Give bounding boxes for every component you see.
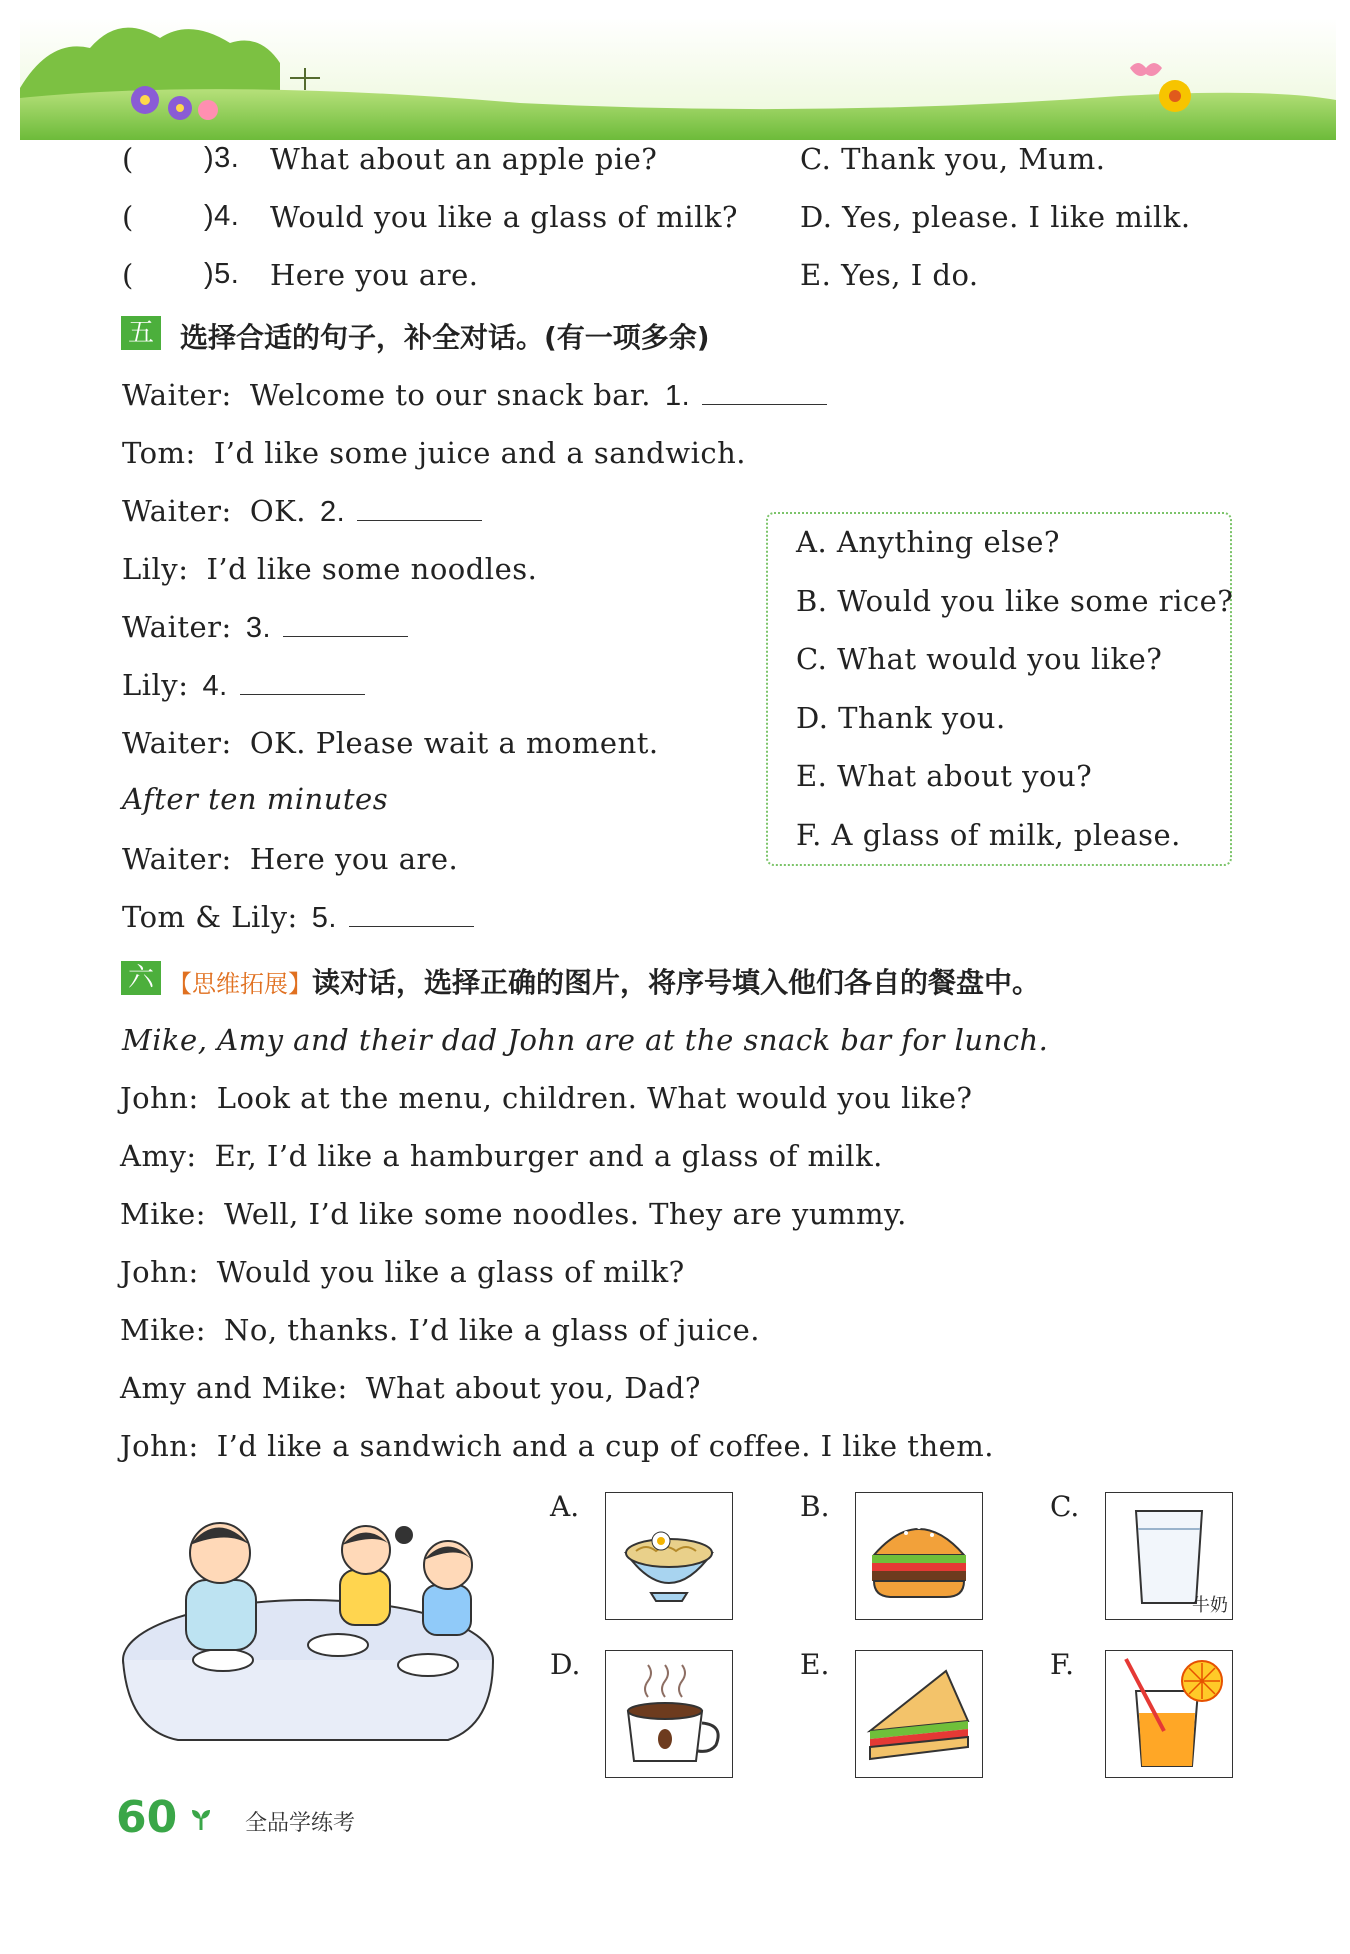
dialogue-text: Er, I’d like a hamburger and a glass of milk. — [214, 1139, 883, 1173]
option-item: D. Thank you. — [796, 700, 1006, 735]
answer-blank[interactable] — [240, 672, 365, 695]
dialogue-line — [122, 610, 408, 645]
picture-option[interactable] — [1105, 1492, 1233, 1620]
dialogue-text: Well, I’d like some noodles. They are yummy. — [223, 1197, 907, 1231]
match-answer: C. Thank you, Mum. — [800, 142, 1106, 176]
thinking-tag: 【思维拓展】 — [168, 970, 312, 998]
blank-number: 1. — [664, 380, 691, 412]
dialogue-text: Look at the menu, children. What would you like? — [216, 1081, 973, 1115]
speaker: Amy and Mike: — [120, 1371, 348, 1405]
dialogue-text: Would you like a glass of milk? — [216, 1255, 685, 1289]
picture-label: B. — [800, 1490, 830, 1523]
speaker: John: — [120, 1081, 199, 1115]
picture-option[interactable] — [605, 1492, 733, 1620]
picture-option[interactable] — [605, 1650, 733, 1778]
option-item: E. What about you? — [796, 759, 1093, 793]
blank-number: 4. — [202, 670, 228, 702]
dialogue-line — [122, 726, 659, 760]
speaker: Waiter: — [122, 726, 232, 760]
match-item-number: )5. — [204, 258, 240, 290]
speaker: Tom: — [122, 436, 196, 470]
dialogue-text: No, thanks. I’d like a glass of juice. — [223, 1313, 760, 1347]
dialogue-text: I’d like a sandwich and a cup of coffee. I like them. — [216, 1429, 995, 1463]
page-number: 60 — [116, 1792, 178, 1843]
match-answer: E. Yes, I do. — [800, 258, 979, 292]
dialogue-line — [120, 1197, 907, 1231]
speaker: Mike: — [120, 1313, 206, 1347]
match-answer: D. Yes, please. I like milk. — [800, 200, 1191, 234]
dialogue-line — [120, 1313, 760, 1347]
match-paren: ( — [122, 200, 134, 234]
match-item-number: )4. — [204, 200, 240, 232]
speaker: Tom & Lily: — [122, 900, 298, 934]
hamburger-icon — [856, 1493, 982, 1619]
dialogue-line — [120, 1255, 685, 1289]
answer-blank[interactable] — [357, 498, 482, 521]
section-6-badge: 六 — [121, 961, 161, 995]
match-question: Would you like a glass of milk? — [270, 200, 738, 234]
dialogue-text: What about you, Dad? — [365, 1371, 701, 1405]
picture-label: D. — [550, 1648, 581, 1681]
dialogue-line — [122, 494, 482, 529]
dialogue-text: OK. Please wait a moment. — [249, 726, 659, 760]
dialogue-text: Welcome to our snack bar. — [249, 378, 651, 412]
blank-number: 3. — [245, 612, 271, 644]
answer-blank[interactable] — [349, 904, 474, 927]
match-question: Here you are. — [270, 258, 479, 292]
speaker: John: — [120, 1255, 199, 1289]
dialogue-line — [122, 378, 827, 413]
picture-label: E. — [800, 1648, 830, 1681]
section-6-title — [168, 961, 1040, 1001]
picture-label: A. — [550, 1490, 580, 1523]
coffee-cup-icon — [606, 1651, 732, 1777]
answer-blank[interactable] — [283, 614, 408, 637]
dialogue-line — [122, 842, 458, 876]
picture-option[interactable] — [1105, 1650, 1233, 1778]
speaker: Waiter: — [122, 610, 232, 644]
dialogue-line — [120, 1139, 883, 1173]
dialogue-text: Here you are. — [249, 842, 459, 876]
dialogue-line — [120, 1371, 701, 1405]
match-paren: ( — [122, 142, 134, 176]
speaker: Lily: — [122, 552, 189, 586]
section-6-instruction: 读对话，选择正确的图片，将序号填入他们各自的餐盘中。 — [312, 966, 1041, 999]
match-question: What about an apple pie? — [270, 142, 658, 176]
blank-number: 2. — [319, 496, 346, 528]
header-banner — [20, 18, 1336, 140]
option-item: C. What would you like? — [796, 642, 1163, 676]
dialogue-line — [120, 1429, 994, 1463]
noodles-bowl-icon — [606, 1493, 732, 1619]
family-table-illustration — [118, 1505, 503, 1755]
section-5-badge: 五 — [121, 316, 161, 350]
picture-caption: 牛奶 — [1192, 1595, 1228, 1616]
option-item: F. A glass of milk, please. — [796, 817, 1181, 852]
juice-glass-icon — [1106, 1651, 1232, 1777]
speaker: Waiter: — [122, 842, 232, 876]
speaker: Waiter: — [122, 494, 232, 528]
brand-name: 全品学练考 — [245, 1811, 356, 1836]
dialogue-text: OK. — [249, 494, 306, 528]
option-item: B. Would you like some rice? — [796, 583, 1234, 618]
dialogue-text: I’d like some noodles. — [206, 552, 538, 586]
picture-option[interactable] — [855, 1650, 983, 1778]
section-5-title: 选择合适的句子，补全对话。(有一项多余) — [180, 321, 710, 354]
sandwich-icon — [856, 1651, 982, 1777]
dialogue-text: I’d like some juice and a sandwich. — [213, 436, 746, 470]
dialogue-line — [122, 436, 746, 470]
picture-option[interactable] — [855, 1492, 983, 1620]
dialogue-line — [122, 552, 537, 586]
options-box — [766, 512, 1232, 866]
stage-direction: After ten minutes — [122, 782, 389, 816]
speaker: John: — [120, 1429, 199, 1463]
speaker: Mike: — [120, 1197, 206, 1231]
speaker: Waiter: — [122, 378, 232, 412]
dialogue-line — [122, 900, 474, 935]
section-6-intro: Mike, Amy and their dad John are at the snack bar for lunch. — [122, 1023, 1049, 1057]
option-item: A. Anything else? — [796, 525, 1060, 559]
dialogue-line — [122, 668, 365, 703]
match-item-number: )3. — [204, 142, 240, 174]
picture-label: F. — [1050, 1648, 1074, 1681]
match-paren: ( — [122, 258, 134, 292]
dialogue-line — [120, 1081, 972, 1115]
sprout-icon — [190, 1806, 212, 1832]
speaker: Amy: — [120, 1139, 197, 1173]
speaker: Lily: — [122, 668, 189, 702]
picture-label: C. — [1050, 1490, 1080, 1523]
blank-number: 5. — [311, 902, 337, 934]
answer-blank[interactable] — [702, 382, 827, 405]
